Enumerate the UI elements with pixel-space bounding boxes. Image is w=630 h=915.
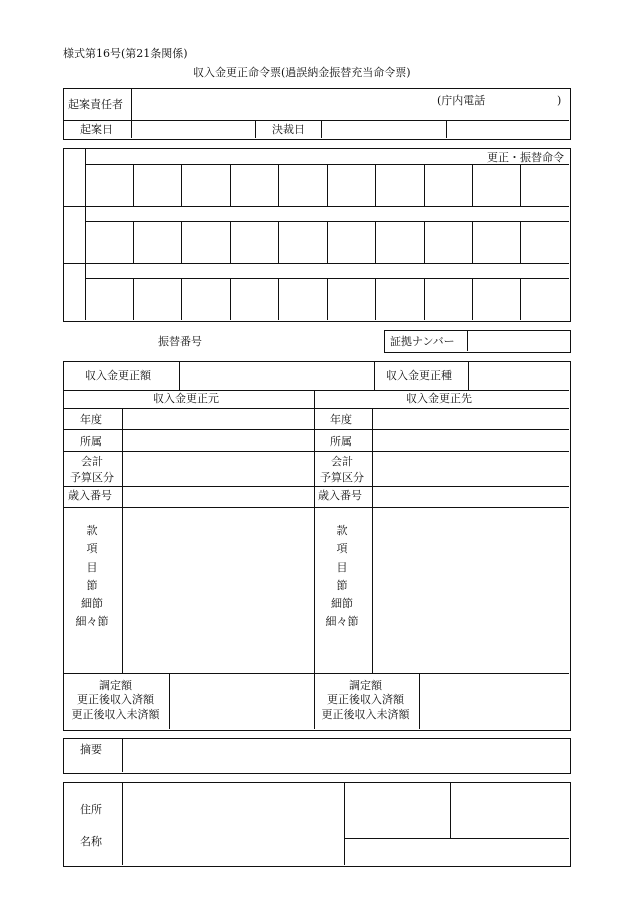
- type-label: 収入金更正種: [386, 369, 452, 382]
- address-label: 住所: [80, 803, 102, 816]
- source-revenue-no-label: 歳入番号: [68, 489, 112, 502]
- summary-box: [63, 738, 571, 774]
- drafter-label: 起案責任者: [68, 98, 123, 111]
- source-year-label: 年度: [80, 413, 102, 426]
- dest-amount-items: 調定額 更正後収入済額 更正後収入未済額: [321, 679, 410, 721]
- grid-box: [63, 148, 571, 322]
- source-budget-items: 款 項 目 節 細節 細々節: [75, 524, 109, 629]
- dest-dept-label: 所属: [330, 435, 352, 448]
- dest-year-label: 年度: [330, 413, 352, 426]
- evidence-number-label: 証拠ナンバー: [390, 335, 455, 348]
- address-box: [63, 782, 571, 867]
- source-dept-label: 所属: [80, 435, 102, 448]
- dest-header: 収入金更正先: [406, 392, 472, 405]
- draft-date-label: 起案日: [80, 123, 113, 136]
- dest-budget-items: 款 項 目 節 細節 細々節: [325, 524, 359, 629]
- name-label: 名称: [80, 835, 102, 848]
- phone-label: (庁内電話: [437, 94, 486, 107]
- source-header: 収入金更正元: [153, 392, 219, 405]
- decision-date-label: 決裁日: [272, 123, 305, 136]
- source-amount-items: 調定額 更正後収入済額 更正後収入未済額: [71, 679, 160, 721]
- form-title: 収入金更正命令票(過誤納金振替充当命令票): [193, 66, 411, 79]
- source-account-label: 会計 予算区分: [70, 455, 114, 484]
- order-label: 更正・振替命令: [487, 151, 564, 164]
- summary-label: 摘要: [80, 743, 102, 756]
- phone-close: ): [557, 94, 562, 107]
- form-number: 様式第16号(第21条関係): [63, 47, 188, 60]
- amount-label: 収入金更正額: [85, 369, 151, 382]
- dest-account-label: 会計 予算区分: [320, 455, 364, 484]
- dest-revenue-no-label: 歳入番号: [318, 489, 362, 502]
- transfer-number-label: 振替番号: [158, 335, 202, 348]
- header-box: [63, 88, 571, 140]
